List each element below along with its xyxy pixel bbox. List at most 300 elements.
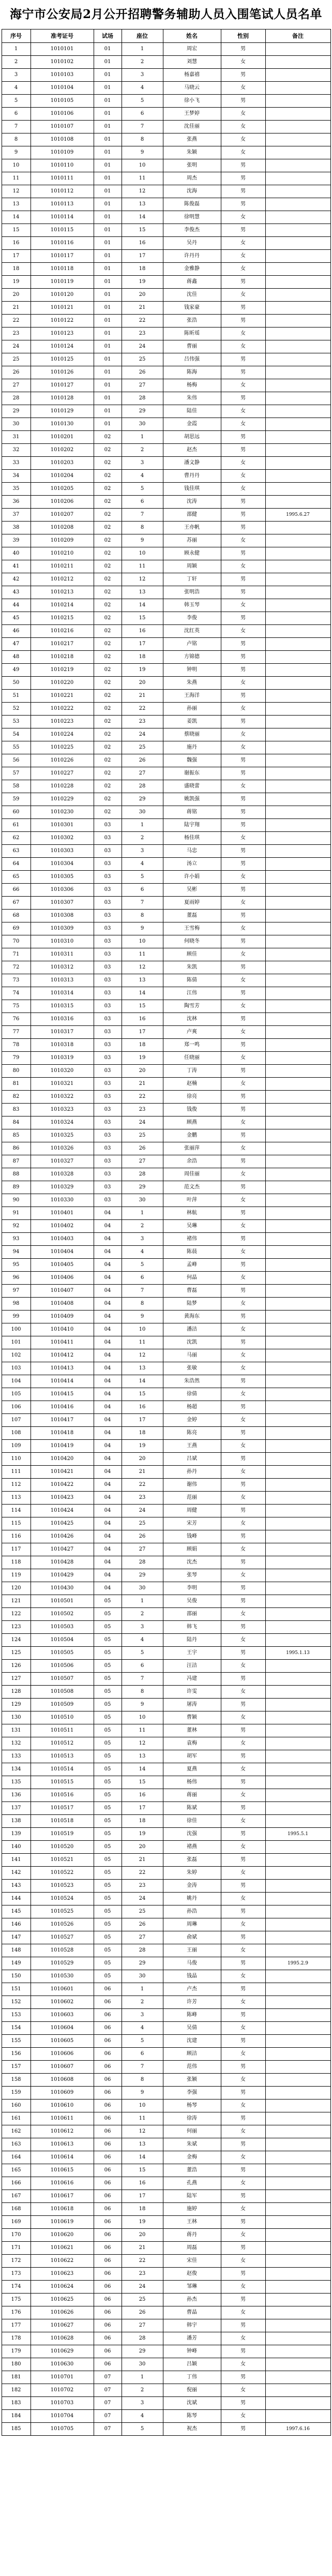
table-row <box>2 1686 330 1699</box>
cell-name: 徐涛 <box>163 2112 221 2125</box>
cell-remark <box>265 1699 330 1711</box>
cell-ticket-number: 1010517 <box>31 1802 94 1815</box>
table-row <box>2 1414 330 1427</box>
cell-gender: 男 <box>221 2294 265 2306</box>
cell-remark <box>265 1000 330 1013</box>
cell-remark <box>265 2268 330 2281</box>
cell-gender: 男 <box>221 1181 265 1194</box>
cell-seat: 23 <box>122 716 163 728</box>
cell-gender: 女 <box>221 340 265 353</box>
cell-exam-room: 05 <box>94 1880 122 1893</box>
cell-index: 120 <box>2 1582 31 1595</box>
cell-remark <box>265 340 330 353</box>
cell-exam-room: 02 <box>94 664 122 677</box>
cell-ticket-number: 1010601 <box>31 1983 94 1996</box>
table-row <box>2 1311 330 1323</box>
table-row <box>2 1285 330 1298</box>
cell-seat: 22 <box>122 703 163 716</box>
cell-index: 115 <box>2 1517 31 1530</box>
cell-gender: 男 <box>221 159 265 172</box>
cell-index: 42 <box>2 573 31 586</box>
cell-name: 冯建 <box>163 1673 221 1686</box>
cell-exam-room: 02 <box>94 767 122 780</box>
cell-exam-room: 03 <box>94 1168 122 1181</box>
cell-index: 65 <box>2 871 31 884</box>
cell-name: 赵俊 <box>163 2268 221 2281</box>
cell-ticket-number: 1010425 <box>31 1517 94 1530</box>
table-row <box>2 1013 330 1026</box>
cell-remark <box>265 2229 330 2242</box>
table-row <box>2 1750 330 1763</box>
cell-remark <box>265 845 330 858</box>
cell-exam-room: 06 <box>94 2035 122 2048</box>
cell-gender: 男 <box>221 1556 265 1569</box>
cell-remark <box>265 728 330 741</box>
cell-index: 135 <box>2 1776 31 1789</box>
cell-ticket-number: 1010313 <box>31 974 94 987</box>
table-row <box>2 2112 330 2125</box>
cell-ticket-number: 1010224 <box>31 728 94 741</box>
cell-ticket-number: 1010607 <box>31 2061 94 2074</box>
cell-index: 125 <box>2 1647 31 1660</box>
cell-exam-room: 07 <box>94 2423 122 2436</box>
cell-gender: 男 <box>221 2087 265 2099</box>
cell-remark <box>265 664 330 677</box>
cell-name: 陈晨 <box>163 1246 221 1259</box>
cell-remark <box>265 56 330 69</box>
cell-remark <box>265 780 330 793</box>
cell-ticket-number: 1010102 <box>31 56 94 69</box>
cell-index: 137 <box>2 1802 31 1815</box>
cell-ticket-number: 1010327 <box>31 1155 94 1168</box>
cell-remark <box>265 237 330 250</box>
cell-seat: 4 <box>122 1246 163 1259</box>
cell-remark <box>265 405 330 418</box>
cell-gender: 男 <box>221 1233 265 1246</box>
cell-remark <box>265 1673 330 1686</box>
cell-gender: 女 <box>221 2306 265 2319</box>
table-row <box>2 2294 330 2306</box>
cell-name: 朱凯 <box>163 961 221 974</box>
cell-seat: 1 <box>122 431 163 444</box>
cell-seat: 9 <box>122 534 163 547</box>
cell-seat: 12 <box>122 573 163 586</box>
cell-gender: 男 <box>221 522 265 534</box>
cell-index: 91 <box>2 1207 31 1220</box>
cell-index: 41 <box>2 560 31 573</box>
cell-index: 104 <box>2 1375 31 1388</box>
table-row <box>2 871 330 884</box>
cell-seat: 11 <box>122 1724 163 1737</box>
cell-gender: 女 <box>221 133 265 146</box>
cell-seat: 29 <box>122 793 163 806</box>
cell-seat: 13 <box>122 198 163 211</box>
cell-gender: 男 <box>221 2242 265 2255</box>
table-row <box>2 1078 330 1091</box>
cell-exam-room: 05 <box>94 1699 122 1711</box>
cell-remark <box>265 1414 330 1427</box>
table-row <box>2 1918 330 1931</box>
cell-gender: 男 <box>221 431 265 444</box>
cell-seat: 8 <box>122 1686 163 1699</box>
cell-gender: 男 <box>221 819 265 832</box>
cell-seat: 11 <box>122 1336 163 1349</box>
cell-gender: 男 <box>221 1595 265 1608</box>
cell-name: 金涛 <box>163 1880 221 1893</box>
cell-exam-room: 01 <box>94 379 122 392</box>
cell-gender: 男 <box>221 573 265 586</box>
cell-exam-room: 06 <box>94 2255 122 2268</box>
cell-index: 7 <box>2 121 31 133</box>
cell-seat: 12 <box>122 961 163 974</box>
table-row <box>2 1142 330 1155</box>
cell-seat: 4 <box>122 2410 163 2423</box>
cell-index: 177 <box>2 2319 31 2332</box>
cell-gender: 男 <box>221 1039 265 1052</box>
cell-exam-room: 05 <box>94 1854 122 1867</box>
cell-seat: 27 <box>122 379 163 392</box>
cell-name: 何丽 <box>163 2125 221 2138</box>
cell-remark <box>265 922 330 935</box>
table-row <box>2 1505 330 1517</box>
table-row <box>2 2061 330 2074</box>
cell-gender: 女 <box>221 1543 265 1556</box>
cell-gender: 女 <box>221 250 265 263</box>
cell-index: 167 <box>2 2190 31 2203</box>
cell-gender: 女 <box>221 534 265 547</box>
cell-seat: 29 <box>122 2345 163 2358</box>
cell-seat: 23 <box>122 2268 163 2281</box>
cell-name: 顾娟 <box>163 1543 221 1556</box>
cell-name: 沈红英 <box>163 625 221 638</box>
cell-remark <box>265 431 330 444</box>
cell-seat: 24 <box>122 1893 163 1905</box>
table-row <box>2 612 330 625</box>
cell-remark <box>265 1311 330 1323</box>
cell-index: 122 <box>2 1608 31 1621</box>
cell-index: 156 <box>2 2048 31 2061</box>
cell-ticket-number: 1010124 <box>31 340 94 353</box>
table-row <box>2 2125 330 2138</box>
cell-index: 89 <box>2 1181 31 1194</box>
cell-ticket-number: 1010113 <box>31 198 94 211</box>
cell-gender: 女 <box>221 1414 265 1427</box>
cell-index: 97 <box>2 1285 31 1298</box>
cell-gender: 男 <box>221 1802 265 1815</box>
cell-seat: 14 <box>122 1763 163 1776</box>
cell-remark <box>265 1802 330 1815</box>
cell-exam-room: 04 <box>94 1207 122 1220</box>
cell-name: 金鹏 <box>163 1129 221 1142</box>
cell-gender: 女 <box>221 1569 265 1582</box>
cell-exam-room: 01 <box>94 224 122 237</box>
cell-index: 80 <box>2 1065 31 1078</box>
cell-exam-room: 01 <box>94 211 122 224</box>
cell-remark <box>265 2371 330 2384</box>
cell-gender: 女 <box>221 728 265 741</box>
cell-seat: 4 <box>122 1634 163 1647</box>
cell-index: 39 <box>2 534 31 547</box>
cell-exam-room: 01 <box>94 159 122 172</box>
cell-name: 顾佳 <box>163 948 221 961</box>
cell-name: 孙丽 <box>163 703 221 716</box>
cell-index: 1 <box>2 43 31 56</box>
cell-exam-room: 01 <box>94 340 122 353</box>
cell-index: 79 <box>2 1052 31 1065</box>
cell-gender: 男 <box>221 172 265 185</box>
cell-index: 20 <box>2 289 31 302</box>
table-row <box>2 172 330 185</box>
table-row <box>2 547 330 560</box>
cell-index: 158 <box>2 2074 31 2087</box>
cell-ticket-number: 1010204 <box>31 470 94 483</box>
table-row <box>2 250 330 263</box>
cell-index: 49 <box>2 664 31 677</box>
cell-remark <box>265 1634 330 1647</box>
cell-name: 吴俊 <box>163 1595 221 1608</box>
cell-gender: 女 <box>221 1763 265 1776</box>
cell-ticket-number: 1010127 <box>31 379 94 392</box>
table-body <box>2 43 330 2436</box>
cell-gender: 男 <box>221 1207 265 1220</box>
cell-index: 94 <box>2 1246 31 1259</box>
cell-gender: 男 <box>221 586 265 599</box>
cell-seat: 9 <box>122 146 163 159</box>
cell-exam-room: 03 <box>94 1039 122 1052</box>
cell-gender: 女 <box>221 780 265 793</box>
table-row <box>2 961 330 974</box>
cell-name: 张明浩 <box>163 586 221 599</box>
table-row <box>2 2087 330 2099</box>
cell-seat: 3 <box>122 69 163 82</box>
cell-exam-room: 01 <box>94 289 122 302</box>
cell-remark <box>265 2281 330 2294</box>
cell-ticket-number: 1010214 <box>31 599 94 612</box>
cell-name: 刘慧 <box>163 56 221 69</box>
cell-index: 62 <box>2 832 31 845</box>
cell-name: 范丽 <box>163 1492 221 1505</box>
cell-gender: 男 <box>221 1479 265 1492</box>
cell-name: 丁轩 <box>163 573 221 586</box>
table-row <box>2 2048 330 2061</box>
cell-name: 张丽萍 <box>163 1142 221 1155</box>
cell-index: 5 <box>2 95 31 108</box>
table-row <box>2 263 330 276</box>
cell-index: 43 <box>2 586 31 599</box>
cell-index: 4 <box>2 82 31 95</box>
cell-remark <box>265 2112 330 2125</box>
cell-name: 赵楠 <box>163 1078 221 1091</box>
cell-exam-room: 06 <box>94 2112 122 2125</box>
cell-name: 李俊 <box>163 612 221 625</box>
cell-remark <box>265 974 330 987</box>
cell-gender: 女 <box>221 599 265 612</box>
cell-gender: 女 <box>221 1323 265 1336</box>
cell-ticket-number: 1010125 <box>31 353 94 366</box>
cell-index: 96 <box>2 1272 31 1285</box>
cell-index: 129 <box>2 1699 31 1711</box>
cell-ticket-number: 1010302 <box>31 832 94 845</box>
cell-seat: 20 <box>122 2229 163 2242</box>
cell-name: 何晶 <box>163 1272 221 1285</box>
table-row <box>2 2281 330 2294</box>
cell-exam-room: 03 <box>94 987 122 1000</box>
cell-exam-room: 05 <box>94 1931 122 1944</box>
cell-gender: 女 <box>221 1660 265 1673</box>
cell-ticket-number: 1010525 <box>31 1905 94 1918</box>
table-row <box>2 1181 330 1194</box>
cell-seat: 17 <box>122 638 163 651</box>
cell-gender: 男 <box>221 1530 265 1543</box>
cell-exam-room: 04 <box>94 1453 122 1466</box>
cell-gender: 女 <box>221 405 265 418</box>
cell-ticket-number: 1010129 <box>31 405 94 418</box>
cell-gender: 男 <box>221 1129 265 1142</box>
cell-gender: 女 <box>221 832 265 845</box>
cell-name: 曹丹丹 <box>163 470 221 483</box>
cell-ticket-number: 1010402 <box>31 1220 94 1233</box>
cell-exam-room: 05 <box>94 1750 122 1763</box>
cell-gender: 女 <box>221 922 265 935</box>
cell-name: 陆宇翔 <box>163 819 221 832</box>
cell-index: 123 <box>2 1621 31 1634</box>
cell-gender: 男 <box>221 1905 265 1918</box>
cell-gender: 男 <box>221 2268 265 2281</box>
table-row <box>2 1375 330 1388</box>
cell-seat: 7 <box>122 121 163 133</box>
cell-name: 沈建 <box>163 2035 221 2048</box>
cell-remark <box>265 1893 330 1905</box>
cell-ticket-number: 1010616 <box>31 2177 94 2190</box>
cell-seat: 21 <box>122 1078 163 1091</box>
cell-seat: 11 <box>122 172 163 185</box>
cell-name: 王梦婷 <box>163 108 221 121</box>
cell-seat: 6 <box>122 1660 163 1673</box>
cell-ticket-number: 1010109 <box>31 146 94 159</box>
cell-ticket-number: 1010424 <box>31 1505 94 1517</box>
cell-remark <box>265 522 330 534</box>
cell-name: 沈林 <box>163 1013 221 1026</box>
cell-remark <box>265 897 330 910</box>
cell-seat: 24 <box>122 1505 163 1517</box>
cell-seat: 7 <box>122 1673 163 1686</box>
cell-name: 沈杰 <box>163 1556 221 1569</box>
cell-remark <box>265 1323 330 1336</box>
cell-index: 16 <box>2 237 31 250</box>
cell-index: 3 <box>2 69 31 82</box>
cell-name: 李俊杰 <box>163 224 221 237</box>
cell-ticket-number: 1010428 <box>31 1556 94 1569</box>
cell-index: 51 <box>2 690 31 703</box>
cell-seat: 15 <box>122 612 163 625</box>
cell-index: 18 <box>2 263 31 276</box>
cell-ticket-number: 1010213 <box>31 586 94 599</box>
cell-ticket-number: 1010414 <box>31 1375 94 1388</box>
cell-remark <box>265 1142 330 1155</box>
cell-ticket-number: 1010623 <box>31 2268 94 2281</box>
table-row <box>2 198 330 211</box>
cell-name: 杨嘉禧 <box>163 69 221 82</box>
cell-index: 61 <box>2 819 31 832</box>
cell-exam-room: 05 <box>94 1970 122 1983</box>
cell-index: 14 <box>2 211 31 224</box>
cell-name: 施丹 <box>163 741 221 754</box>
cell-index: 48 <box>2 651 31 664</box>
table-row <box>2 366 330 379</box>
header-index: 序号 <box>2 29 31 43</box>
cell-gender: 男 <box>221 1091 265 1104</box>
cell-name: 褚燕 <box>163 1841 221 1854</box>
cell-exam-room: 06 <box>94 2048 122 2061</box>
cell-index: 134 <box>2 1763 31 1776</box>
table-row <box>2 1401 330 1414</box>
cell-remark <box>265 185 330 198</box>
cell-ticket-number: 1010321 <box>31 1078 94 1091</box>
cell-seat: 25 <box>122 1517 163 1530</box>
cell-gender: 男 <box>221 884 265 897</box>
cell-seat: 4 <box>122 82 163 95</box>
cell-gender: 女 <box>221 1026 265 1039</box>
cell-remark <box>265 1336 330 1349</box>
cell-name: 范文杰 <box>163 1181 221 1194</box>
table-row <box>2 703 330 716</box>
cell-remark <box>265 2151 330 2164</box>
table-row <box>2 1388 330 1401</box>
header-remark: 备注 <box>265 29 330 43</box>
cell-ticket-number: 1010228 <box>31 780 94 793</box>
cell-name: 宋芳 <box>163 1517 221 1530</box>
cell-name: 马忠 <box>163 845 221 858</box>
cell-gender: 女 <box>221 1078 265 1091</box>
cell-exam-room: 05 <box>94 1905 122 1918</box>
cell-gender: 男 <box>221 664 265 677</box>
cell-remark <box>265 1375 330 1388</box>
cell-index: 2 <box>2 56 31 69</box>
cell-exam-room: 02 <box>94 509 122 522</box>
cell-index: 144 <box>2 1893 31 1905</box>
cell-name: 马晓云 <box>163 82 221 95</box>
cell-ticket-number: 1010606 <box>31 2048 94 2061</box>
cell-ticket-number: 1010502 <box>31 1608 94 1621</box>
cell-ticket-number: 1010217 <box>31 638 94 651</box>
cell-remark <box>265 1595 330 1608</box>
cell-name: 曹颖 <box>163 1711 221 1724</box>
cell-gender: 男 <box>221 1931 265 1944</box>
table-row <box>2 509 330 522</box>
cell-exam-room: 01 <box>94 315 122 327</box>
cell-seat: 2 <box>122 832 163 845</box>
cell-exam-room: 06 <box>94 2242 122 2255</box>
cell-ticket-number: 1010510 <box>31 1711 94 1724</box>
cell-gender: 男 <box>221 1582 265 1595</box>
cell-seat: 17 <box>122 250 163 263</box>
cell-index: 102 <box>2 1349 31 1362</box>
cell-gender: 女 <box>221 2358 265 2371</box>
cell-gender: 男 <box>221 858 265 871</box>
cell-ticket-number: 1010322 <box>31 1091 94 1104</box>
cell-exam-room: 04 <box>94 1440 122 1453</box>
table-row <box>2 56 330 69</box>
table-row <box>2 1828 330 1841</box>
cell-seat: 26 <box>122 2306 163 2319</box>
cell-gender: 女 <box>221 1388 265 1401</box>
cell-ticket-number: 1010501 <box>31 1595 94 1608</box>
cell-ticket-number: 1010210 <box>31 547 94 560</box>
cell-exam-room: 04 <box>94 1323 122 1336</box>
cell-remark <box>265 1440 330 1453</box>
cell-remark <box>265 121 330 133</box>
cell-remark <box>265 1686 330 1699</box>
